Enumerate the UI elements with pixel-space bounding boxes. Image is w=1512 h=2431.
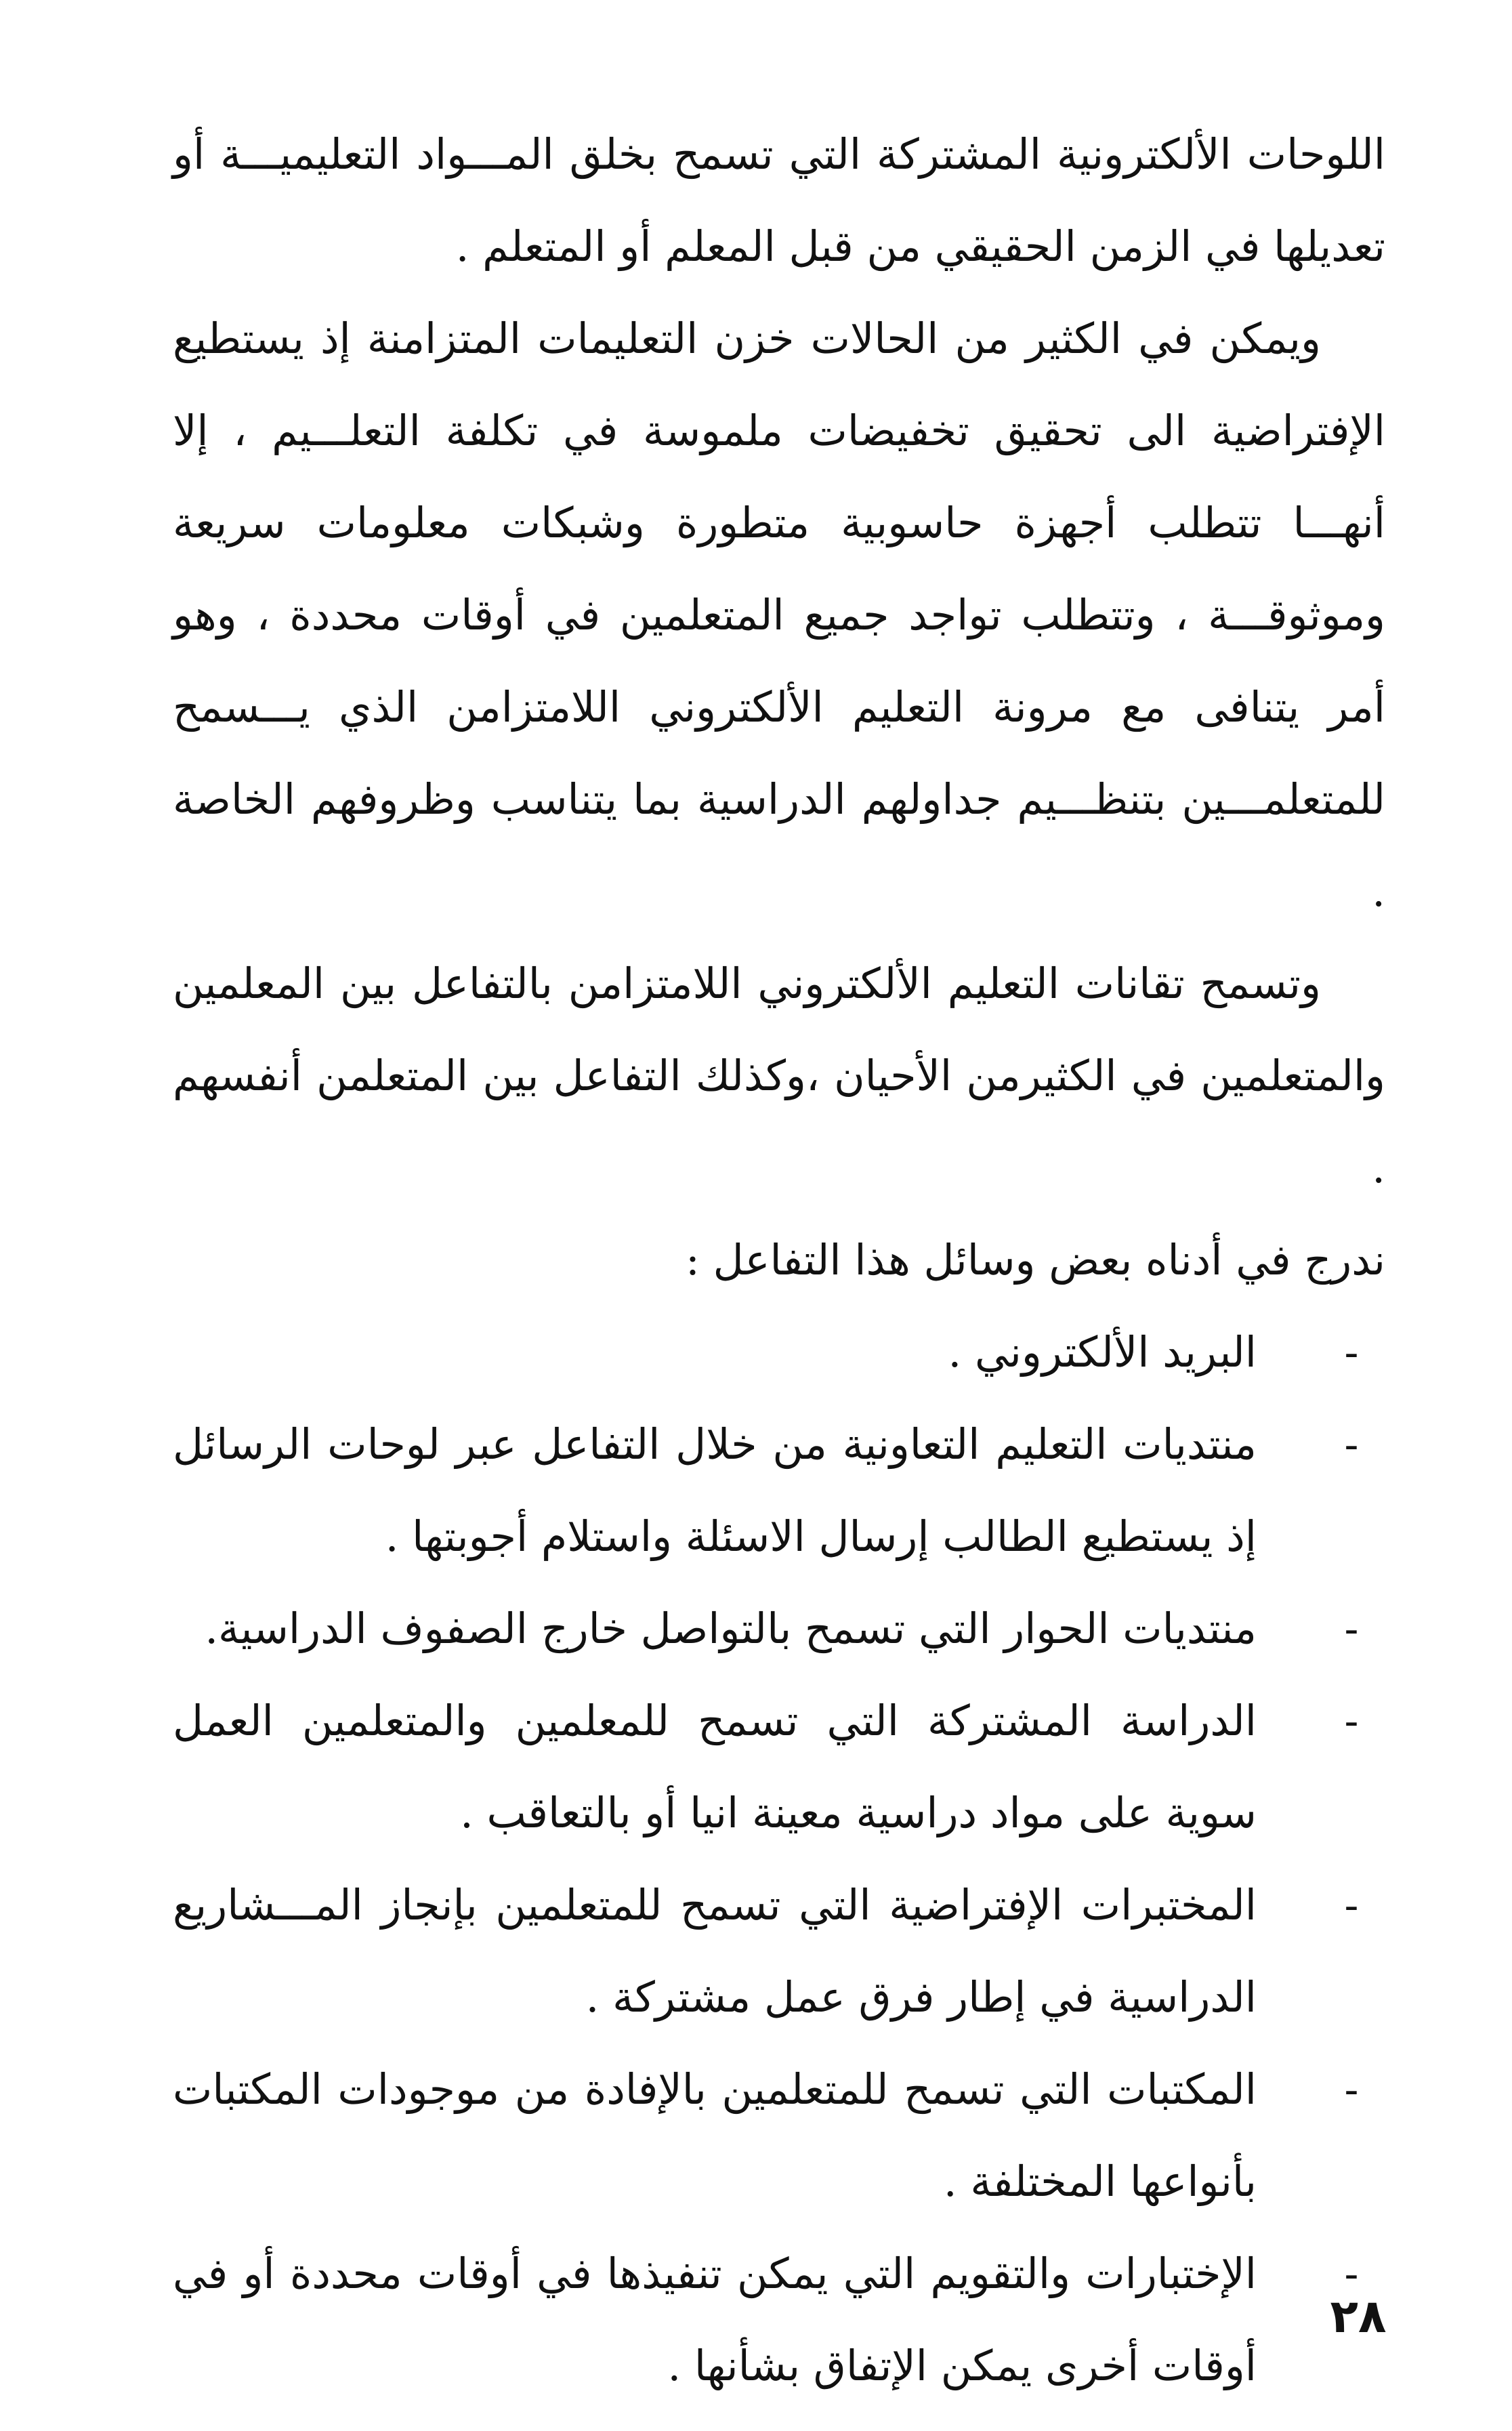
list-item bbox=[173, 1675, 1385, 1859]
bullet-dash: - bbox=[1344, 1327, 1359, 1377]
paragraph-synchronous-learning: ويمكن في الكثير من الحالات خزن التعليمات المتزامنة إذ يستطيع الإفتراضية الى تحقيق تخفيضات ملموسة في تكلفة التعلـــيم ، إلا أنهـــا تتطلب أجهزة حاسوبية متطورة وشبكات معلومات سريعة وموثوقـــة ، وتتطلب تواجد جميع المتعلمين في أوقات محددة ، وهو أمر يتنافى مع مرونة التعليم الألكتروني اللامتزامن الذي يـــسمح للمتعلمـــين بتنظـــيم جداولهم الدراسية بما يتناسب وظروفهم الخاصة . bbox=[173, 314, 1385, 916]
list-item bbox=[173, 1859, 1385, 2043]
list-item bbox=[173, 2228, 1385, 2412]
page-number: ٢٨ bbox=[1330, 2290, 1387, 2344]
bullet-dash: - bbox=[1344, 2249, 1359, 2298]
bullet-dash: - bbox=[1344, 1696, 1359, 1745]
list-item bbox=[173, 2043, 1385, 2228]
body-text bbox=[173, 108, 1385, 2412]
interaction-methods-list bbox=[173, 1306, 1385, 2412]
bullet-dash: - bbox=[1344, 1419, 1359, 1469]
list-item bbox=[173, 1306, 1385, 1398]
list-item-text: الدراسة المشتركة التي تسمح للمعلمين والمتعلمين العمل سوية على مواد دراسية معينة انيا أو بالتعاقب . bbox=[173, 1696, 1257, 1837]
list-item-text: البريد الألكتروني . bbox=[948, 1327, 1257, 1377]
list-item-text: المختبرات الإفتراضية التي تسمح للمتعلمين بإنجاز المـــشاريع الدراسية في إطار فرق عمل مشتركة . bbox=[173, 1880, 1257, 2022]
bullet-dash: - bbox=[1344, 1880, 1359, 1930]
list-item-text: الإختبارات والتقويم التي يمكن تنفيذها في أوقات محددة أو في أوقات أخرى يمكن الإتفاق بشأنها . bbox=[173, 2249, 1257, 2390]
list-item-text: المكتبات التي تسمح للمتعلمين بالإفادة من موجودات المكتبات بأنواعها المختلفة . bbox=[173, 2064, 1257, 2206]
paragraph-asynchronous-interaction: وتسمح تقانات التعليم الألكتروني اللامتزامن بالتفاعل بين المعلمين والمتعلمين في الكثيرمن الأحيان ،وكذلك التفاعل بين المتعلمن أنفسهم . bbox=[173, 959, 1385, 1192]
bullet-dash: - bbox=[1344, 1604, 1359, 1653]
bullet-dash: - bbox=[1344, 2064, 1359, 2114]
list-item-text: منتديات التعليم التعاونية من خلال التفاعل عبر لوحات الرسائل إذ يستطيع الطالب إرسال الاسئلة واستلام أجوبتها . bbox=[173, 1419, 1257, 1561]
list-intro: ندرج في أدناه بعض وسائل هذا التفاعل : bbox=[686, 1235, 1385, 1285]
list-item bbox=[173, 1583, 1385, 1675]
list-item-text: منتديات الحوار التي تسمح بالتواصل خارج الصفوف الدراسية. bbox=[205, 1604, 1257, 1653]
list-item bbox=[173, 1398, 1385, 1583]
paragraph-continuation: اللوحات الألكترونية المشتركة التي تسمح بخلق المـــواد التعليميـــة أو تعديلها في الزمن الحقيقي من قبل المعلم أو المتعلم . bbox=[173, 129, 1385, 271]
